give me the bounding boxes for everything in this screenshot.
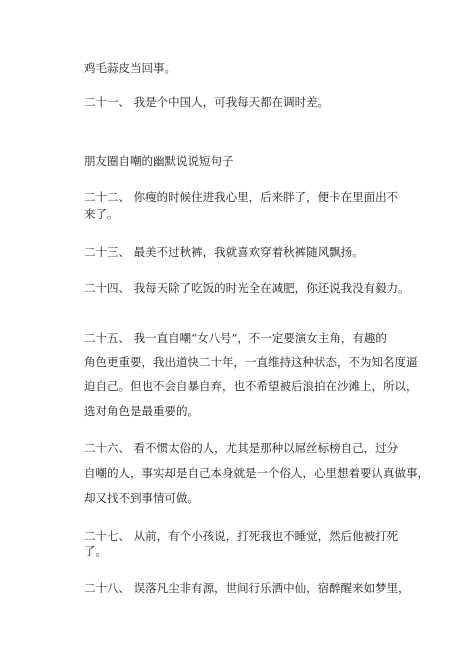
text-line: 来了。 (84, 207, 119, 221)
text-line: 迫自己。但也不会自暴自弃，也不希望被后浪拍在沙滩上，所以， (84, 379, 418, 393)
text-line: 二十三、 最美不过秋裤，我就喜欢穿着秋裤随风飘扬。 (84, 245, 364, 259)
text-line: 二十四、 我每天除了吃饭的时光全在减肥，你还说我没有毅力。 (84, 281, 410, 295)
text-line: 鸡毛蒜皮当回事。 (84, 61, 176, 75)
text-line: 却又找不到事情可做。 (84, 491, 199, 505)
text-line: 选对角色是最重要的。 (84, 404, 199, 418)
text-line: 自嘲的人，事实却是自己本身就是一个俗人，心里想着要认真做事， (84, 466, 429, 480)
text-line: 了。 (84, 544, 107, 558)
text-line: 二十二、 你瘦的时候住进我心里，后来胖了，便卡在里面出不 (84, 190, 399, 204)
text-line: 二十八、 误落凡尘非有源，世间行乐洒中仙，宿醉醒来如梦里， (84, 581, 410, 595)
text-line: 二十五、 我一直自嘲“女八号”，不一定要演女主角，有趣的 (84, 331, 387, 345)
text-line: 二十一、 我是个中国人，可我每天都在调时差。 (84, 95, 330, 109)
text-line: 角色更重要，我出道快二十年，一直维持这种状态，不为知名度逼 (84, 355, 418, 369)
text-line: 二十六、 看不惯太俗的人，尤其是那种以屌丝标榜自己，过分 (84, 441, 399, 455)
text-line: 二十七、 从前，有个小孩说，打死我也不睡觉，然后他被打死 (84, 529, 399, 543)
section-heading: 朋友圈自嘲的幽默说说短句子 (84, 154, 234, 168)
